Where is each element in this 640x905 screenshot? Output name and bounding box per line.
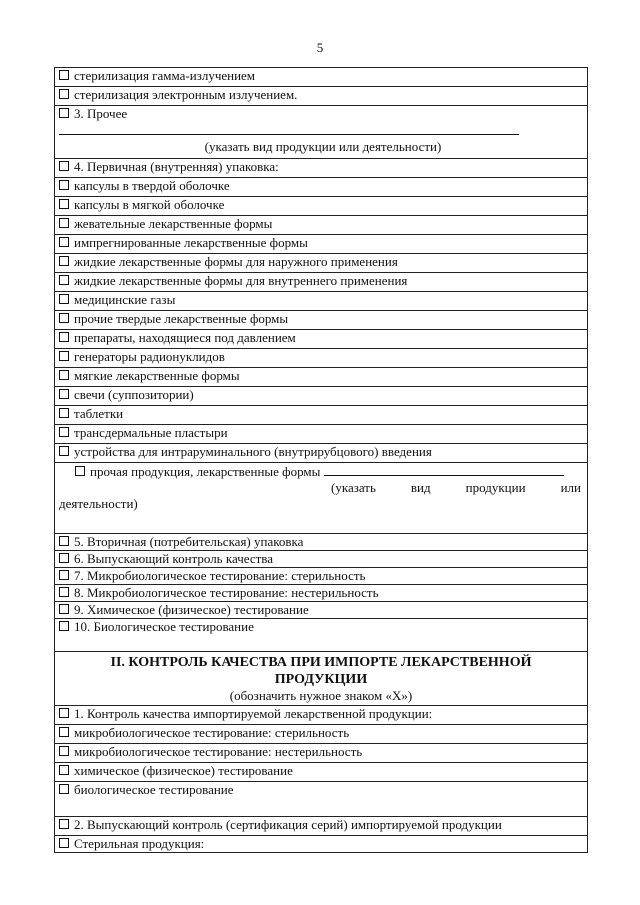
section2-title-line2: ПРОДУКЦИИ: [274, 672, 368, 687]
checkbox-row-gamma[interactable]: стерилизация гамма-излучением: [55, 68, 588, 87]
list-item[interactable]: трансдермальные пластыри: [55, 425, 588, 444]
checkbox-icon[interactable]: [59, 446, 69, 456]
checkbox-icon[interactable]: [75, 466, 85, 476]
other-label: 3. Прочее: [74, 106, 128, 121]
list-item[interactable]: медицинские газы: [55, 292, 588, 311]
list-item[interactable]: микробиологическое тестирование: стерильность: [55, 725, 588, 744]
primary-other-row[interactable]: прочая продукция, лекарственные формы (указать вид продукции или деятельности): [55, 463, 588, 534]
primary-other-hint: (указать вид продукции или: [331, 480, 581, 495]
section2-header: [55, 652, 588, 706]
list-item[interactable]: биологическое тестирование: [55, 782, 588, 817]
checkbox-icon[interactable]: [59, 351, 69, 361]
list-item[interactable]: импрегнированные лекарственные формы: [55, 235, 588, 254]
checkbox-icon[interactable]: [59, 784, 69, 794]
other-row[interactable]: [55, 106, 588, 159]
checkbox-icon[interactable]: [59, 570, 69, 580]
checkbox-icon[interactable]: [59, 199, 69, 209]
micro-nonsterile-row[interactable]: 8. Микробиологическое тестирование: нестерильность: [55, 585, 588, 602]
checkbox-icon[interactable]: [59, 180, 69, 190]
checkbox-icon[interactable]: [59, 237, 69, 247]
primary-packaging-row[interactable]: 4. Первичная (внутренняя) упаковка:: [55, 159, 588, 178]
checkbox-icon[interactable]: [59, 275, 69, 285]
checkbox-row-electron[interactable]: стерилизация электронным излучением.: [55, 87, 588, 106]
checkbox-icon[interactable]: [59, 746, 69, 756]
list-item[interactable]: устройства для интраруминального (внутрирубцового) введения: [55, 444, 588, 463]
list-item[interactable]: капсулы в мягкой оболочке: [55, 197, 588, 216]
micro-sterile-row[interactable]: 7. Микробиологическое тестирование: стерильность: [55, 568, 588, 585]
import-qc-row[interactable]: 1. Контроль качества импортируемой лекарственной продукции:: [55, 706, 588, 725]
list-item[interactable]: жевательные лекарственные формы: [55, 216, 588, 235]
section2-title-line1: II. КОНТРОЛЬ КАЧЕСТВА ПРИ ИМПОРТЕ ЛЕКАРСТВЕННОЙ: [110, 655, 532, 670]
form-table: [54, 67, 588, 853]
list-item[interactable]: свечи (суппозитории): [55, 387, 588, 406]
checkbox-icon[interactable]: [59, 587, 69, 597]
list-item[interactable]: микробиологическое тестирование: нестерильность: [55, 744, 588, 763]
list-item[interactable]: препараты, находящиеся под давлением: [55, 330, 588, 349]
biological-row[interactable]: 10. Биологическое тестирование: [55, 619, 588, 652]
release-control-row[interactable]: 6. Выпускающий контроль качества: [55, 551, 588, 568]
secondary-packaging-row[interactable]: 5. Вторичная (потребительская) упаковка: [55, 534, 588, 551]
list-item[interactable]: прочие твердые лекарственные формы: [55, 311, 588, 330]
checkbox-icon[interactable]: [59, 604, 69, 614]
checkbox-icon[interactable]: [59, 408, 69, 418]
checkbox-icon[interactable]: [59, 765, 69, 775]
section2-subtitle: (обозначить нужное знаком «Х»): [229, 688, 413, 703]
checkbox-icon[interactable]: [59, 108, 69, 118]
checkbox-icon[interactable]: [59, 332, 69, 342]
checkbox-icon[interactable]: [59, 819, 69, 829]
chemical-row[interactable]: 9. Химическое (физическое) тестирование: [55, 602, 588, 619]
sterile-product-row[interactable]: Стерильная продукция:: [55, 836, 588, 853]
checkbox-icon[interactable]: [59, 427, 69, 437]
list-item[interactable]: жидкие лекарственные формы для наружного применения: [55, 254, 588, 273]
checkbox-icon[interactable]: [59, 370, 69, 380]
primary-other-fill-line[interactable]: [324, 463, 564, 476]
checkbox-icon[interactable]: [59, 389, 69, 399]
checkbox-icon[interactable]: [59, 70, 69, 80]
list-item[interactable]: химическое (физическое) тестирование: [55, 763, 588, 782]
checkbox-icon[interactable]: [59, 536, 69, 546]
checkbox-icon[interactable]: [59, 89, 69, 99]
list-item[interactable]: генераторы радионуклидов: [55, 349, 588, 368]
list-item[interactable]: жидкие лекарственные формы для внутреннего применения: [55, 273, 588, 292]
checkbox-icon[interactable]: [59, 838, 69, 848]
list-item[interactable]: таблетки: [55, 406, 588, 425]
checkbox-icon[interactable]: [59, 294, 69, 304]
other-fill-line[interactable]: [59, 122, 519, 135]
checkbox-icon[interactable]: [59, 218, 69, 228]
list-item[interactable]: мягкие лекарственные формы: [55, 368, 588, 387]
checkbox-icon[interactable]: [59, 313, 69, 323]
primary-other-label: прочая продукция, лекарственные формы: [90, 464, 321, 479]
import-release-row[interactable]: 2. Выпускающий контроль (сертификация серий) импортируемой продукции: [55, 817, 588, 836]
checkbox-icon[interactable]: [59, 553, 69, 563]
page-number: 5: [316, 40, 324, 55]
other-hint: (указать вид продукции или деятельности): [204, 139, 442, 154]
checkbox-icon[interactable]: [59, 161, 69, 171]
checkbox-icon[interactable]: [59, 621, 69, 631]
checkbox-icon[interactable]: [59, 727, 69, 737]
list-item[interactable]: капсулы в твердой оболочке: [55, 178, 588, 197]
checkbox-icon[interactable]: [59, 708, 69, 718]
checkbox-icon[interactable]: [59, 256, 69, 266]
